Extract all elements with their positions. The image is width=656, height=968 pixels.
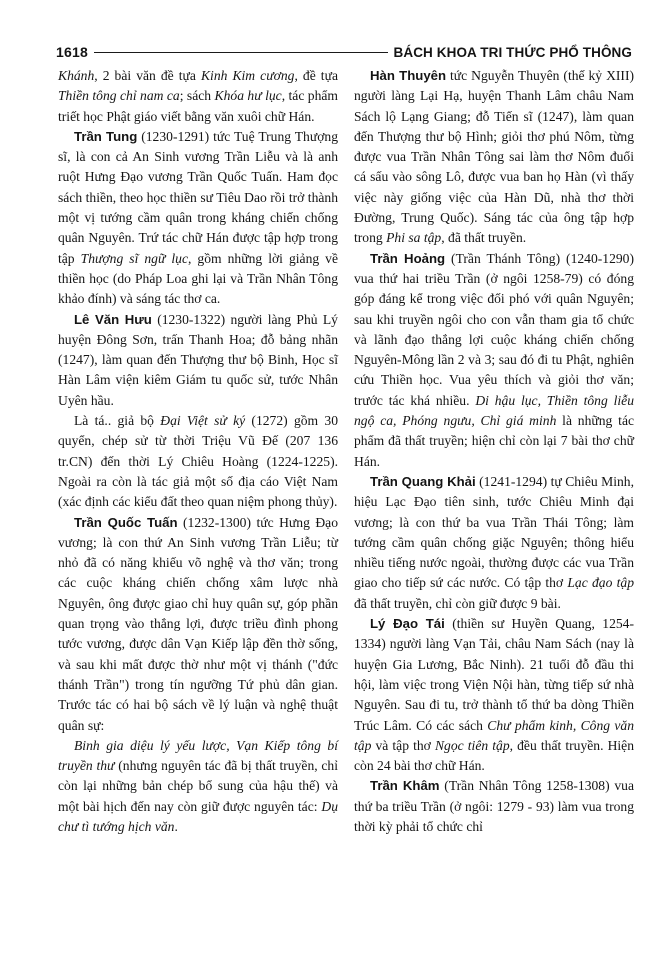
body-text: đã thất truyền, chỉ còn giữ được 9 bài. [354, 595, 561, 611]
body-text: (1230-1322) người làng Phủ Lý huyện Đông Sơn, trấn Thanh Hoa; đỗ bảng nhãn (1247), làm quan đến Thượng thư bộ Binh, Học sĩ Hàn Lâm viện kiêm Giám tu quốc sử, tước Nhân Uyên hầu. [58, 311, 338, 408]
work-title: Ngọc tiên tập [434, 737, 510, 753]
body-text: (1232-1300) tức Hưng Đạo vương; là con thứ An Sinh vương Trần Liễu; từ nhỏ đã có năng khiếu võ nghệ và thơ văn; trong các cuộc kháng chiến chống xâm lược nhà Nguyên, ông được giao chỉ huy quân sự, góp phần quan trọng vào thắng lợi, được triều đình phong tước vương, được dân Vạn Kiếp lập đền thờ sống, và sau khi mất được thờ như một vị thánh ("đức thánh Trần") trong tín ngưỡng Tứ phủ dân gian. Trước tác có hai bộ sách về lý luận và nghệ thuật quân sự: [58, 514, 338, 733]
entry-name: Trần Quốc Tuấn [74, 514, 178, 530]
work-title: Chư phẩm kinh, Công văn tập [354, 717, 635, 753]
left-column [58, 66, 338, 837]
body-text: (Trần Nhân Tông 1258-1308) vua thứ ba triều Trần (ở ngôi: 1279 - 93) làm vua trong thời kỳ phải tổ chức chỉ [354, 778, 635, 834]
body-text: (nhưng nguyên tác đã bị thất truyền, chỉ còn lại những bản chép bổ sung của hậu thế) và một bài hịch đến nay còn giữ được nguyên tác: [58, 758, 338, 814]
body-text: (1272) gồm 30 quyển, chép sử từ thời Triệu Vũ Đế (207 136 tr.CN) đến thời Lý Chiêu Hoàng (1224-1225). Ngoài ra còn là tác giả một số địa cáo Việt Nam (xác định các kiểu đất theo quan niệm phong thủy). [58, 413, 338, 510]
entry-name: Lê Văn Hưu [74, 311, 152, 327]
paragraph [354, 776, 634, 837]
body-text: . [174, 818, 178, 834]
right-column [354, 66, 634, 837]
body-text: và tập thơ [371, 737, 435, 753]
book-title: BÁCH KHOA TRI THỨC PHỔ THÔNG [393, 44, 632, 60]
body-text: là những tác phẩm đã thất truyền; hiện chỉ còn lại 7 bài thơ chữ Hán. [354, 413, 635, 469]
entry-name: Trần Quang Khải [370, 473, 476, 489]
paragraph [58, 127, 338, 310]
body-text: , đề tựa [294, 68, 338, 83]
paragraph [58, 66, 338, 127]
work-title: Khóa hư lục [214, 88, 282, 104]
work-title: Thiền tông chỉ nam ca [58, 88, 180, 104]
work-title: Khánh [58, 68, 95, 83]
body-text: tức Nguyễn Thuyên (thế kỷ XIII) người làng Lại Hạ, huyện Thanh Lâm châu Nam Sách lộ Lạng Giang; đỗ Tiến sĩ (1247), làm quan đến Thượng thư bộ Hình; giỏi thơ phú Nôm, từng được vua Trần Nhân Tông sai làm thơ Nôm đuổi cá sấu vào sông Lô, được vua ban họ Hàn (vì thấy việc này giống việc của Hàn Dũ, nhà thơ thời Đường, Trung Quốc). Sáng tác của ông tập hợp trong [354, 68, 634, 246]
body-text: (thiền sư Huyền Quang, 1254-1334) người làng Vạn Tải, châu Nam Sách (nay là huyện Gia Lương, Bắc Ninh). 21 tuổi đỗ đầu thi hội, làm việc trong Viện Nội hàn, từng tiếp sứ nhà Nguyên. Sau đi tu, trở thành tổ thứ ba dòng Thiền Trúc Lâm. Có các sách [354, 616, 635, 733]
paragraph [58, 310, 338, 411]
page-header [56, 40, 632, 64]
body-text: , tác phẩm triết học Phật giáo viết bằng văn xuôi chữ Hán. [58, 88, 338, 124]
entry-name: Lý Đạo Tái [370, 616, 445, 632]
body-text: (Trần Thánh Tông) (1240-1290) vua thứ hai triều Trần (ở ngôi 1258-79) có đóng góp đáng kể trong việc đối phó với quân Nguyên; sau khi truyền ngôi cho con vẫn tham gia tổ chức và lãnh đạo thắng lợi cuộc kháng chiến chống Nguyên-Mông lần 2 và 3; sau đó đi tu Phật, nghiên cứu Thiền học. Vua yêu thích và giỏi thơ văn; trước tác khá nhiều. [354, 250, 634, 408]
work-title: Kinh Kim cương [200, 68, 295, 83]
work-title: Dụ chư tì tướng hịch văn [58, 798, 338, 834]
body-text: , đã thất truyền. [441, 230, 527, 246]
paragraph [354, 66, 634, 249]
paragraph [354, 249, 634, 472]
entry-name: Trần Tung [74, 128, 138, 144]
paragraph [58, 411, 338, 512]
paragraph [354, 614, 634, 776]
body-text: , 2 bài văn đề tựa [94, 68, 201, 83]
work-title: Binh gia diệu lý yếu lược, Vạn Kiếp tông bí truyền thư [58, 737, 338, 774]
header-rule [94, 52, 388, 53]
work-title: Thượng sĩ ngữ lục [80, 250, 189, 266]
body-text: (1241-1294) tự Chiêu Minh, hiệu Lạc Đạo tiên sinh, tước Chiêu Minh đại vương; là con thứ ba vua Trần Thái Tông; làm tướng cầm quân chống giặc Nguyên; thông hiểu nhiều tiếng nước ngoài, thường được các vua Trần giao cho tiếp sứ các nước. Có tập thơ [354, 473, 634, 591]
work-title: Di hậu lục, Thiền tông liễu ngộ ca, Phóng ngưu, Chỉ giá minh [354, 392, 634, 429]
paragraph [354, 472, 634, 614]
entry-name: Trần Hoảng [370, 250, 446, 266]
body-text: (1230-1291) tức Tuệ Trung Thượng sĩ, là con cả An Sinh vương Trần Liễu và là anh ruột Hưng Đạo vương Trần Quốc Tuấn. Ham đọc sách thiền, theo học thiền sư Tiêu Dao rồi trở thành một vị tướng cầm quân trong kháng chiến chống quân Nguyên. Trứ tác chữ Hán được tập hợp trong tập [58, 128, 338, 266]
body-text: , gồm những lời giảng về thiền học (do Pháp Loa ghi lại và Trần Nhân Tông khảo đính) và sáng tác thơ ca. [58, 250, 339, 307]
paragraph [58, 513, 338, 736]
work-title: Lạc đạo tập [567, 575, 634, 591]
body-text: , đều thất truyền. Hiện còn 24 bài thơ chữ Hán. [354, 737, 635, 774]
entry-name: Hàn Thuyên [370, 68, 447, 83]
page-number: 1618 [56, 44, 88, 60]
body-text: ; sách [179, 88, 215, 104]
work-title: Đại Việt sử ký [160, 413, 246, 429]
work-title: Phi sa tập [386, 230, 442, 246]
paragraph [58, 736, 338, 837]
entry-name: Trần Khâm [370, 778, 440, 794]
body-text: Là tá.. giả bộ [74, 413, 161, 429]
